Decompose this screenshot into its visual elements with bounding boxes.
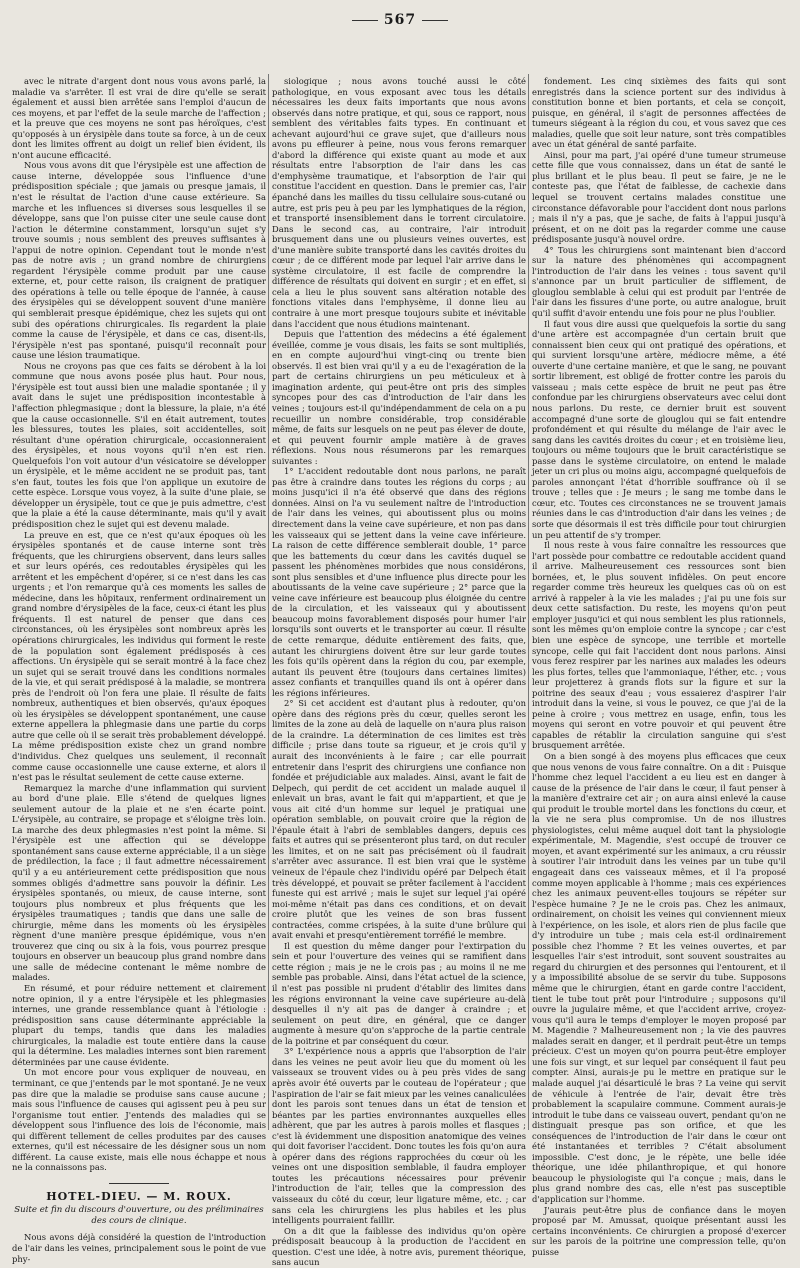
right-column xyxy=(532,76,786,1257)
paragraph: 3° L'expérience nous a appris que l'absorption de l'air dans les veines ne peut avoir lieu que du moment où les vaisseaux se trouvent vides ou à peu près vides de sang après avoir été ouverts par le couteau de l'opérateur ; que l'aspiration de l'air se fait mieux par les veines canaliculées dont les parois sont tenues dans un état de tension et béantes par les parties environnantes auxquelles elles adhèrent, que par les autres à parois molles et flasques ; c'est là évidemment une disposition anatomique des veines qui doit favoriser l'accident. Donc toutes les fois qu'on aura à opérer dans des régions rapprochées du cœur où les veines ont une disposition semblable, il faudra employer toutes les précautions nécessaires pour prévenir l'introduction de l'air, telles que la compression des vaisseaux du côté du cœur, leur ligature même, etc. ; car sans cela les chirurgiens les plus habiles et les plus intelligents pourraient faillir. xyxy=(272,1046,526,1226)
section-header xyxy=(12,1183,266,1227)
section-title: HOTEL-DIEU. — M. ROUX. xyxy=(46,1189,232,1203)
paragraph: Ainsi, pour ma part, j'ai opéré d'une tumeur strumeuse cette fille que vous connaissez, dans un état de santé le plus brillant et le plus beau. Il peut se faire, je ne le conteste pas, que l'état de faiblesse, de cachexie dans lequel se trouvent certains malades constitue une circonstance défavorable pour l'accident dont nous parlons ; mais il n'y a pas, que je sache, de faits à l'appui jusqu'à présent, et on ne doit pas la regarder comme une cause prédisposante jusqu'à nouvel ordre. xyxy=(532,149,786,245)
paragraph: fondement. Les cinq sixièmes des faits qui sont enregistrés dans la science portent sur des individus à constitution bonne et bien portants, et cela se conçoit, puisque, en général, il s'agit de personnes affectées de tumeurs siégeant à la région du cou, et vous savez que ces maladies, quelle que soit leur nature, sont très compatibles avec un état général de santé parfaite. xyxy=(532,76,786,150)
section-rule xyxy=(109,1183,169,1184)
paragraph: avec le nitrate d'argent dont nous vous avons parlé, la maladie va s'arrêter. Il est vrai de dire qu'elle se serait également et aussi bien arrêtée sans l'emploi d'aucun de ces moyens, et par l'effet de la seule marche de l'affection ; et la preuve que ces moyens ne sont pas héroïques, c'est qu'opposés à un érysipèle dans toute sa force, à un de ceux dont les limites offrent au doigt un relief bien évident, ils n'ont aucune efficacité. xyxy=(12,76,266,160)
paragraph: Un mot encore pour vous expliquer de nouveau, en terminant, ce que j'entends par le mot spontané. Je ne veux pas dire que la maladie se produise sans cause aucune ; mais sous l'influence de causes qui agissent peu à peu sur l'organisme tout entier. J'entends des maladies qui se développent sous l'influence des lois de l'économie, mais qui diffèrent tellement de celles produites par des causes externes, qu'il est nécessaire de les désigner sous un nom différent. La cause existe, mais elle nous échappe et nous ne la connaissons pas. xyxy=(12,1067,266,1173)
paragraph: Nous vous avons dit que l'érysipèle est une affection de cause interne, développée sous l'influence d'une prédisposition spéciale ; que jamais ou presque jamais, il n'est le résultat de l'action d'une cause extérieure. Sa marche et les influences si diverses sous lesquelles il se développe, sans que l'on puisse citer une seule cause dont l'action le détermine constamment, lorsqu'un sujet s'y trouve soumis ; nous semblent des preuves suffisantes à l'appui de notre opinion. Cependant tout le monde n'est pas de notre avis ; un grand nombre de chirurgiens regardent l'érysipèle comme produit par une cause externe, et, pour cette raison, ils craignent de pratiquer des opérations à telle ou telle époque de l'année, à cause des érysipèles qui se développent souvent d'une manière qui semblerait presque épidémique, chez les sujets qui ont subi des opérations chirurgicales. Ils regardent la plaie comme la cause de l'érysipèle, et dans ce cas, disent-ils, l'érysipèle n'est pas spontané, puisqu'il reconnaît pour cause une lésion traumatique. xyxy=(12,160,266,361)
paragraph: On a bien songé à des moyens plus efficaces que ceux que nous venons de vous faire connaître. On a dit : Puisque l'homme chez lequel l'accident a eu lieu est en danger à cause de la présence de l'air dans le cœur, il faut penser à la manière d'extraire cet air ; on aura ainsi enlevé la cause qui produit le trouble mortel dans les fonctions du cœur, et la vie ne sera plus compromise. Un de nos illustres physiologistes, celui même auquel doit tant la physiologie expérimentale, M. Magendie, s'est occupé de trouver ce moyen, et avant expérimenté sur les animaux, a cru réussir à soutirer l'air introduit dans les veines par un tube qu'il engageait dans ces vaisseaux mêmes, et il l'a proposé comme moyen applicable à l'homme ; mais ces expériences chez les animaux peuvent-elles toujours se répéter sur l'espèce humaine ? Je ne le crois pas. Chez les animaux, ordinairement, on choisit les veines qui conviennent mieux à l'expérience, on les isole, et alors rien de plus facile que d'y introduire un tube ; mais cela est-il ordinairement possible chez l'homme ? Et les veines ouvertes, et par lesquelles l'air s'est introduit, sont souvent soustraites au regard du chirurgien et des personnes qui l'entourent, et il y a impossibilité absolue de se servir du tube. Supposons même que le chirurgien, étant en garde contre l'accident, tient le tube tout prêt pour l'introduire ; supposons qu'il ouvre la jugulaire même, et que l'accident arrive, croyez-vous qu'il aura le temps d'employer le moyen proposé par M. Magendie ? Malheureusement non ; la vie des pauvres malades serait en danger, et il perdrait peut-être un temps précieux. C'est un moyen qu'on pourra peut-être employer une fois sur vingt, et sur lequel par conséquent il faut peu compter. Ainsi, aurais-je pu le mettre en pratique sur le malade auquel j'ai désarticulé le bras ? La veine qui servit de véhicule à l'entrée de l'air, devait être très probablement la scapulaire commune. Comment aurais-je introduit le tube dans ce vaisseau ouvert, pendant qu'on ne distinguait presque pas son orifice, et que les conséquences de l'introduction de l'air dans le cœur ont été instantanées et terribles ? C'était absolument impossible. C'est donc, je le répète, une belle idée théorique, une idée philanthropique, et qui honore beaucoup le physiologiste qui l'a conçue ; mais, dans le plus grand nombre des cas, elle n'est pas susceptible d'application sur l'homme. xyxy=(532,751,786,1204)
middle-column xyxy=(272,76,526,1268)
left-column-text xyxy=(12,76,266,1173)
paragraph: 1° L'accident redoutable dont nous parlons, ne paraît pas être à craindre dans toutes les régions du corps ; au moins jusqu'ici il n'a été observé que dans des régions données. Ainsi on l'a vu seulement naître de l'introduction de l'air dans les veines, qui aboutissent plus ou moins directement dans la veine cave supérieure, et non pas dans les vaisseaux qui se jettent dans la veine cave inférieure. La raison de cette différence semblerait double, 1° parce que les battements du cœur dans les cavités duquel se passent les phénomènes morbides que nous considérons, sont plus sensibles et d'une influence plus directe pour les aboutissants de la veine cave supérieure ; 2° parce que la veine cave inférieure est beaucoup plus éloignée du centre de la circulation, et les vaisseaux qui y aboutissent beaucoup moins favorablement disposés pour humer l'air lorsqu'ils sont ouverts et le transporter au cœur. Il résulte de cette remarque, déduite entièrement des faits, que, autant les chirurgiens doivent être sur leur garde toutes les fois qu'ils opèrent dans la région du cou, par exemple, autant ils peuvent être (toujours dans certaines limites) assez confiants et tranquilles quand ils ont à opérer dans les régions inférieures. xyxy=(272,466,526,698)
paragraph: Il est question du même danger pour l'extirpation du sein et pour l'ouverture des veines qui se ramifient dans cette région ; mais je ne le crois pas ; au moins il ne me semble pas probable. Ainsi, dans l'état actuel de la science, il n'est pas possible ni prudent d'établir des limites dans les régions environnant la veine cave supérieure au-delà desquelles il n'y ait pas de danger à craindre ; et seulement on peut dire, en général, que ce danger augmente à mesure qu'on s'approche de la partie centrale de la poitrine et par conséquent du cœur. xyxy=(272,940,526,1046)
paragraph: On a dit que la faiblesse des individus qu'on opère prédisposait beaucoup à la production de l'accident en question. C'est une idée, à notre avis, purement théorique, sans aucun xyxy=(272,1225,526,1268)
paragraph: J'aurais peut-être plus de confiance dans le moyen proposé par M. Amussat, quoique présentant aussi les certains inconvénients. Ce chirurgien a proposé d'exercer sur les parois de la poitrine une compression telle, qu'on puisse xyxy=(532,1204,786,1257)
paragraph: Depuis que l'attention des médecins a été également éveillée, comme je vous disais, les faits se sont multipliés, en en compte aujourd'hui vingt-cinq ou trente bien observés. Il est bien vrai qu'il y a eu de l'exagération de la part de certains chirurgiens un peu méticuleux et à imagination ardente, qui peut-être ont pris des simples syncopes pour des cas d'introduction de l'air dans les veines ; toujours est-il qu'indépendamment de cela on a pu recueillir un nombre considérable, trop considérable même, de faits sur lesquels on ne peut pas élever de doute, et qui peuvent fournir ample matière à de graves réflexions. Nous nous résumerons par les remarques suivantes : xyxy=(272,329,526,466)
paragraph: En résumé, et pour réduire nettement et clairement notre opinion, il y a entre l'érysipèle et les phlegmasies internes, une grande ressemblance quant à l'étiologie : prédisposition sans cause déterminante appréciable la plupart du temps, tandis que dans les maladies chirurgicales, la maladie est toute entière dans la cause qui la détermine. Les maladies internes sont bien rarement déterminées par une cause évidente. xyxy=(12,983,266,1067)
left-column xyxy=(12,76,266,1264)
section-subtitle: Suite et fin du discours d'ouverture, ou des préliminaires des cours de clinique. xyxy=(14,1205,264,1226)
page-number: 567 xyxy=(0,12,800,28)
middle-column-text xyxy=(272,76,526,1268)
paragraph: Nous ne croyons pas que ces faits se dérobent à la loi commune que nous avons posée plus haut. Pour nous, l'érysipèle est tout aussi bien une maladie spontanée ; il y avait dans le sujet une prédisposition incontestable à l'affection phlegmasique ; dont la blessure, la plaie, n'a été que la cause occasionnelle. S'il en était autrement, toutes les blessures, toutes les plaies, soit accidentelles, soit résultant d'une opération chirurgicale, occasionneraient des érysipèles, et nous voyons qu'il n'en est rien. Quelquefois l'on voit autour d'un vésicatoire se développer un érysipèle, et le même accident ne se produit pas, tant s'en faut, toutes les fois que l'on applique un exutoire de cette espèce. Lorsque vous voyez, à la suite d'une plaie, se développer un érysipèle, tout ce que je puis admettre, c'est que la plaie a été la cause déterminante, mais qu'il y avait prédisposition chez le sujet qui est devenu malade. xyxy=(12,360,266,529)
right-column-text xyxy=(532,76,786,1257)
paragraph: 2° Si cet accident est d'autant plus à redouter, qu'on opère dans des régions près du cœur, quelles seront les limites de la zone au delà de laquelle on n'aura plus raison de la craindre. La détermination de ces limites est très difficile ; prise dans toute sa rigueur, et je crois qu'il y aurait des inconvénients à le faire ; car elle pourrait entretenir dans l'esprit des chirurgiens une confiance non fondée et préjudiciable aux malades. Ainsi, avant le fait de Delpech, qui perdit de cet accident un malade auquel il enlevait un bras, avant le fait qui m'appartient, et que je vous ait cité d'un homme sur lequel je pratiquai une opération semblable, on pouvait croire que la région de l'épaule était à l'abri de semblables dangers, depuis ces faits et autres qui se présenteront plus tard, on dut reculer les limites, et on ne sait pas précisément où il faudrait s'arrêter avec assurance. Il est bien vrai que le système veineux de l'épaule chez l'individu opéré par Delpech était très développé, et pouvait se prêter facilement à l'accident funeste qui est arrivé ; mais le sujet sur lequel j'ai opéré moi-même n'était pas dans ces conditions, et on devait croire plutôt que les veines de son bras fussent contractées, comme crispées, à la suite d'une brûlure qui avait envahi et presqu'entièrement torréfié le membre. xyxy=(272,698,526,941)
column-divider xyxy=(528,74,529,1130)
left-column-text-after-section xyxy=(12,1232,266,1264)
paragraph: Remarquez la marche d'une inflammation qui survient au bord d'une plaie. Elle s'étend de quelques lignes seulement autour de la plaie et ne s'en écarte point. L'érysipèle, au contraire, se propage et s'éloigne très loin. La marche des deux phlegmasies n'est point la même. Si l'érysipèle est une affection qui se développe spontanément sans cause externe appréciable, il a un siège de prédilection, la face ; il faut admettre nécessairement qu'il y a eu antérieurement cette prédisposition que nous sommes obligés d'admettre sans pouvoir la définir. Les érysipèles spontanés, ou mieux, de cause interne, sont toujours plus nombreux et plus fréquents que les érysipèles traumatiques ; tandis que dans une salle de chirurgie, même dans les moments où les érysipèles règnent d'une manière presque épidémique, vous n'en trouverez que cinq ou six à la fois, vous pourrez presque toujours en observer un beaucoup plus grand nombre dans une salle de médecine contenant le même nombre de malades. xyxy=(12,782,266,983)
paragraph: Il nous reste à vous faire connaître les ressources que l'art possède pour combattre ce redoutable accident quand il arrive. Malheureusement ces ressources sont bien bornées, et, le plus souvent infidèles. On peut encore regarder comme très heureux les quelques cas où on est arrivé à rappeler à la vie les malades ; j'ai pu une fois sur deux cette satisfaction. Du reste, les moyens qu'on peut employer jusqu'ici et qui nous semblent les plus rationnels, sont les mêmes qu'on emploie contre la syncope ; car c'est bien une espèce de syncope, une terrible et mortelle syncope, celle qui fait l'accident dont nous parlons. Ainsi vous ferez respirer par les narines aux malades les odeurs les plus fortes, telles que l'ammoniaque, l'éther, etc. ; vous leur projetterez à grands flots sur la figure et sur la poitrine des seaux d'eau ; vous essaierez d'aspirer l'air introduit dans la veine, si vous le pouvez, ce que j'ai de la peine à croire ; vous mettrez en usage, enfin, tous les moyens qui seront en votre pouvoir et qui peuvent être capables de rétablir la circulation sanguine qui s'est brusquement arrêtée. xyxy=(532,540,786,751)
paragraph: Il faut vous dire aussi que quelquefois la sortie du sang d'une artère est accompagnée d'un certain bruit que connaissent bien ceux qui ont pratiqué des opérations, et qui survient lorsqu'une artère, médiocre même, a été ouverte d'une certaine manière, et que le sang, ne pouvant sortir librement, est obligé de frotter contre les parois du vaisseau ; mais cette espèce de bruit ne peut pas être confondue par les chirurgiens observateurs avec celui dont nous parlons. Du reste, ce dernier bruit est souvent accompagné d'une sorte de glouglou qui se fait entendre profondément et qui résulte du mélange de l'air avec le sang dans les cavités droites du cœur ; et en troisième lieu, toujours ou même toujours que le bruit caractéristique se passe dans le système circulatoire, on entend le malade jeter un cri plus ou moins aigu, accompagné quelquefois de paroles annonçant l'état d'horrible souffrance où il se trouve ; telles que : Je meurs ; le sang me tombe dans le cœur, etc. Toutes ces circonstances ne se trouvent jamais réunies dans le cas d'introduction d'air dans les veines ; de sorte que désormais il est très difficile pour tout chirurgien un peu attentif de s'y tromper. xyxy=(532,318,786,540)
paragraph: La preuve en est, que ce n'est qu'aux époques où les érysipèles spontanés et de cause interne sont très fréquents, que les chirurgiens observent, dans leurs salles et sur leurs opérés, ces redoutables érysipèles qui les arrêtent et les empêchent d'opérer, si ce n'est dans les cas urgents ; et l'on remarque qu'à ces moments les salles de médecine, dans les hôpitaux, renferment ordinairement un grand nombre d'érysipèles de la face, ceux-ci étant les plus fréquents. Il est naturel de penser que dans ces circonstances, où les érysipèles sont nombreux après les opérations chirurgicales, les individus qui forment le reste de la population sont également prédisposés à ces affections. Un érysipèle qui se serait montré à la face chez un sujet qui se serait trouvé dans les conditions normales de la vie, et qui serait prédisposé à la maladie, se montrera près de l'endroit où l'on fera une plaie. Il résulte de faits nombreux, authentiques et bien observés, qu'aux époques où les érysipèles se développent spontanément, une cause externe appellera la phlegmasie dans une partie du corps autre que celle où il se serait très probablement développé. La même prédisposition existe chez un grand nombre d'individus. Chez quelques uns seulement, il reconnaît comme cause occasionnelle une cause externe, et alors il n'est pas le résultat seulement de cette cause externe. xyxy=(12,529,266,783)
column-divider xyxy=(268,74,269,1130)
paragraph: Nous avons déjà considéré la question de l'introduction de l'air dans les veines, principalement sous le point de vue phy- xyxy=(12,1232,266,1264)
paragraph: 4° Tous les chirurgiens sont maintenant bien d'accord sur la nature des phénomènes qui accompagnent l'introduction de l'air dans les veines : tous savent qu'il s'annonce par un bruit particulier de sifflement, de glouglou semblable à celui qui est produit par l'entrée de l'air dans les fissures d'une porte, ou autre analogue, bruit qu'il suffit d'avoir entendu une fois pour ne plus l'oublier. xyxy=(532,244,786,319)
paragraph: siologique ; nous avons touché aussi le côté pathologique, en vous exposant avec tous les détails nécessaires les deux faits importants que nous avons observés dans notre pratique, et qui, sous ce rapport, nous semblent des véritables faits types. En continuant et achevant aujourd'hui ce grave sujet, que d'ailleurs nous avons pu effleurer à peine, nous vous ferons remarquer d'abord la différence qui existe quant au mode et aux résultats entre l'absorption de l'air dans les cas d'emphysème traumatique, et l'absorption de l'air qui constitue l'accident en question. Dans le premier cas, l'air épanché dans les mailles du tissu cellulaire sous-cutané ou autre, est pris peu à peu par les lymphatiques de la région, et transporté insensiblement dans le torrent circulatoire. Dans le second cas, au contraire, l'air introduit brusquement dans une ou plusieurs veines ouvertes, est d'une manière subite transporté dans les cavités droites du cœur ; de ce différent mode par lequel l'air arrive dans le système circulatoire, il est facile de comprendre la différence de résultats qui doivent en surgir ; et en effet, si cela a lieu le plus souvent sans altération notable des fonctions vitales dans l'emphysème, il donne lieu au contraire à une mort presque toujours subite et inévitable dans l'accident que nous étudions maintenant. xyxy=(272,76,526,329)
